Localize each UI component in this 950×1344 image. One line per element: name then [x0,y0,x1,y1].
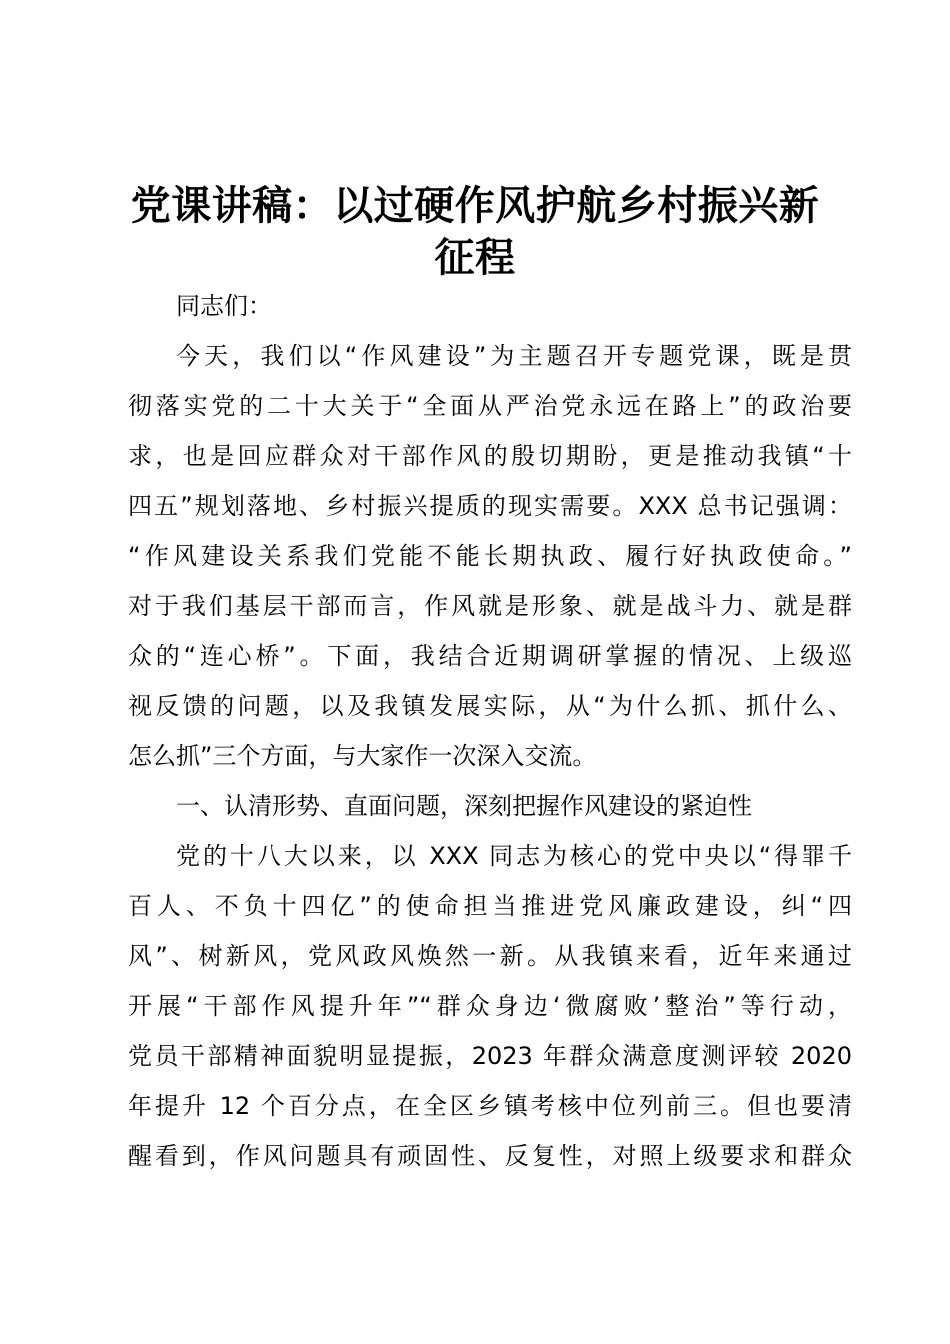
text-line: 百人、不负十四亿”的使命担当推进党风廉政建设，纠“四 [128,892,852,920]
text-line: 众的“连心桥”。下面，我结合近期调研掌握的情况、上级巡 [128,642,852,670]
salutation: 同志们： [176,292,272,320]
text-line: 一、认清形势、直面问题，深刻把握作风建设的紧迫性 [176,792,752,820]
text-line: 风”、树新风，党风政风焕然一新。从我镇来看，近年来通过 [128,942,852,970]
text-line: 开展“干部作风提升年”“群众身边‘微腐败’整治”等行动， [128,992,852,1020]
document-body [128,281,852,1181]
text-line: 党的十八大以来，以 XXX 同志为核心的党中央以“得罪千 [176,842,852,870]
text-line: 对于我们基层干部而言，作风就是形象、就是战斗力、就是群 [128,592,852,620]
text-line: 四五”规划落地、乡村振兴提质的现实需要。XXX 总书记强调： [128,492,852,520]
text-line: 视反馈的问题，以及我镇发展实际，从“为什么抓、抓什么、 [128,692,852,720]
document-title [110,180,840,284]
paragraph-lines [128,331,852,1181]
text-line: 今天，我们以“作风建设”为主题召开专题党课，既是贯 [176,342,852,370]
title-line-1: 党课讲稿：以过硬作风护航乡村振兴新 [130,182,820,229]
title-line-2: 征程 [434,234,516,281]
text-line: 年提升 12 个百分点，在全区乡镇考核中位列前三。但也要清 [128,1092,852,1120]
text-line: 醒看到，作风问题具有顽固性、反复性，对照上级要求和群众 [128,1142,852,1170]
text-line: “作风建设关系我们党能不能长期执政、履行好执政使命。” [128,542,852,570]
text-line: 彻落实党的二十大关于“全面从严治党永远在路上”的政治要 [128,392,852,420]
text-line: 求，也是回应群众对干部作风的殷切期盼，更是推动我镇“十 [128,442,852,470]
text-line: 党员干部精神面貌明显提振，2023 年群众满意度测评较 2020 [128,1042,852,1070]
text-line: 怎么抓”三个方面，与大家作一次深入交流。 [128,742,597,770]
